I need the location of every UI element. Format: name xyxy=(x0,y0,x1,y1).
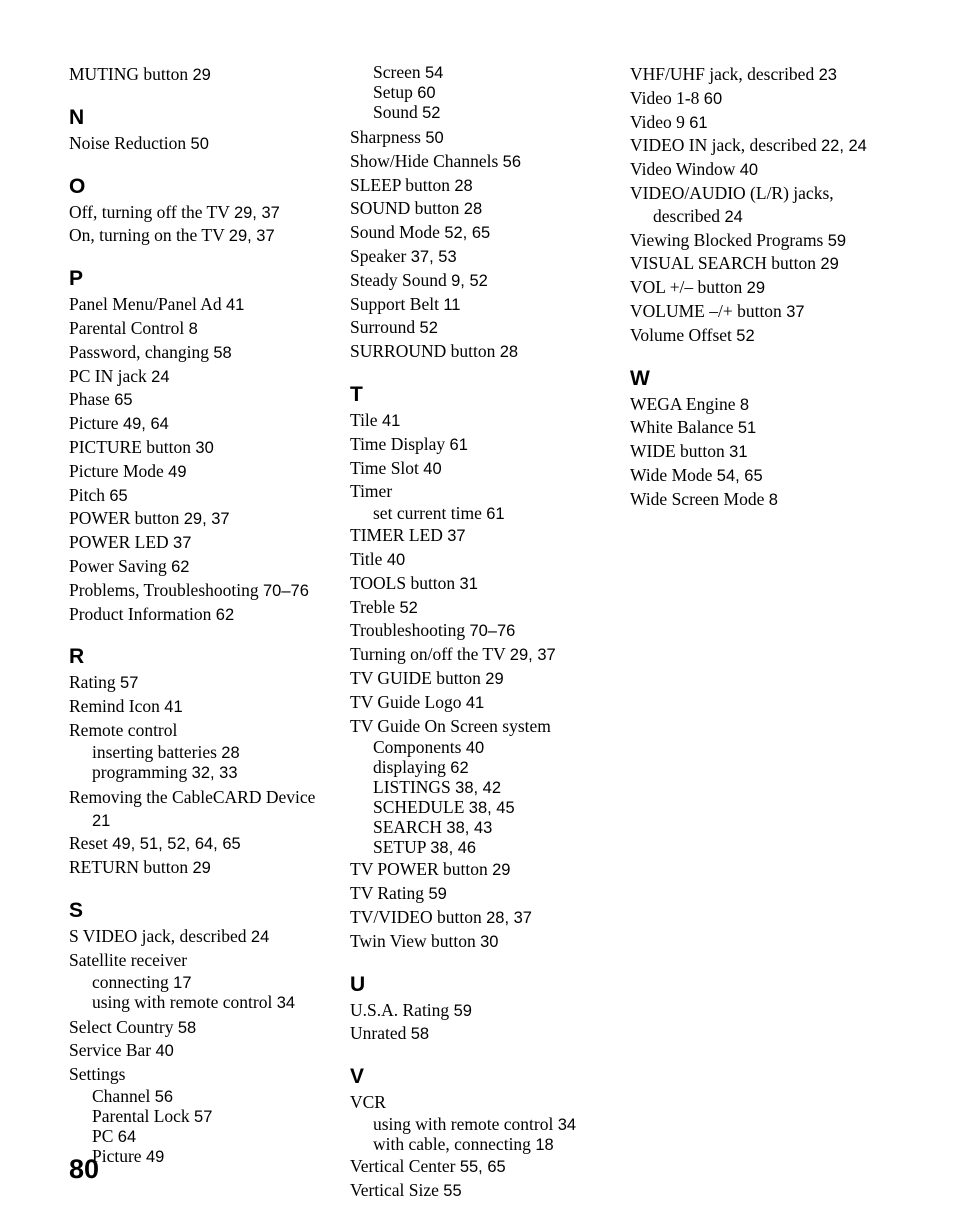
index-pages: 62 xyxy=(215,605,235,624)
index-entry xyxy=(69,460,331,484)
index-pages: 51 xyxy=(737,419,757,438)
index-pages: 28 xyxy=(499,343,519,362)
index-entry xyxy=(350,906,612,930)
index-pages: 52 xyxy=(399,598,418,617)
index-subentry xyxy=(350,1135,612,1155)
index-pages: 70–76 xyxy=(263,581,309,600)
index-term: LISTINGS xyxy=(373,777,451,798)
index-pages: 8 xyxy=(768,490,778,509)
index-entry xyxy=(630,464,930,488)
index-entry xyxy=(69,365,331,389)
index-subentry xyxy=(350,838,612,858)
index-pages: 55 xyxy=(443,1181,462,1200)
index-term: Support Belt xyxy=(350,293,439,314)
index-term: Password, changing xyxy=(69,341,209,362)
index-term: Service Bar xyxy=(69,1040,152,1061)
index-entry xyxy=(350,572,612,596)
index-term: Channel xyxy=(92,1085,151,1106)
index-pages: 56 xyxy=(502,152,521,171)
index-subentry xyxy=(350,103,612,123)
index-pages: 29, 37 xyxy=(228,227,275,246)
index-term: Unrated xyxy=(350,1023,407,1044)
index-pages: 56 xyxy=(154,1087,174,1106)
index-term: Remote control xyxy=(69,719,178,740)
index-term: using with remote control xyxy=(373,1113,554,1134)
index-term: TV Guide Logo xyxy=(350,691,462,712)
index-pages: 29, 37 xyxy=(509,646,556,665)
index-entry xyxy=(630,440,930,464)
index-term: with cable, connecting xyxy=(373,1133,531,1154)
index-pages: 28, 37 xyxy=(486,908,532,927)
index-entry xyxy=(69,484,331,508)
index-pages: 50 xyxy=(190,134,209,153)
index-entry xyxy=(350,221,612,245)
index-term: TV GUIDE button xyxy=(350,667,481,688)
index-term: Reset xyxy=(69,833,108,854)
index-term: Video 9 xyxy=(630,111,685,132)
index-term: TV Guide On Screen system xyxy=(350,715,551,736)
index-pages: 61 xyxy=(449,435,468,454)
index-entry xyxy=(630,416,930,440)
index-pages: 29 xyxy=(820,255,839,274)
index-pages: 32, 33 xyxy=(191,763,238,782)
index-pages: 59 xyxy=(827,231,847,250)
index-entry xyxy=(630,488,930,512)
index-term: Settings xyxy=(69,1064,126,1085)
index-pages: 29, 37 xyxy=(233,203,280,222)
index-term: Treble xyxy=(350,596,396,617)
index-entry xyxy=(69,719,331,742)
index-pages: 30 xyxy=(195,438,214,457)
index-entry xyxy=(350,999,612,1023)
index-term: Power Saving xyxy=(69,555,167,576)
index-pages: 29 xyxy=(746,279,766,298)
index-term: PC xyxy=(92,1125,114,1146)
index-pages: 28 xyxy=(454,176,473,195)
index-entry xyxy=(69,317,331,341)
index-pages: 29 xyxy=(192,859,211,878)
index-term: Tile xyxy=(350,409,378,430)
index-column-2 xyxy=(350,63,612,1203)
index-subentry xyxy=(350,818,612,838)
index-term: WEGA Engine xyxy=(630,393,736,414)
index-entry xyxy=(630,324,930,348)
index-entry xyxy=(69,63,331,87)
index-term: TV/VIDEO button xyxy=(350,906,482,927)
index-pages: 64 xyxy=(117,1127,137,1146)
index-term: using with remote control xyxy=(92,991,273,1012)
index-term: SCHEDULE xyxy=(373,797,465,818)
index-pages: 58 xyxy=(410,1025,430,1044)
index-subentry xyxy=(350,798,612,818)
index-pages: 38, 42 xyxy=(455,779,502,798)
index-entry xyxy=(350,596,612,620)
index-pages: 8 xyxy=(739,395,750,414)
index-term: Sound xyxy=(373,102,418,122)
index-entry xyxy=(350,619,612,643)
index-term: displaying xyxy=(373,757,446,778)
index-term: WIDE button xyxy=(630,441,725,462)
index-subentry xyxy=(69,743,331,763)
index-entry xyxy=(69,1063,331,1086)
index-term: VISUAL SEARCH button xyxy=(630,253,817,274)
index-term: Steady Sound xyxy=(350,269,447,290)
index-term: Screen xyxy=(373,62,421,82)
index-term: SURROUND button xyxy=(350,341,496,362)
index-pages: 54, 65 xyxy=(716,466,763,485)
index-pages: 52 xyxy=(419,319,438,338)
index-entry xyxy=(350,457,612,481)
index-term: POWER LED xyxy=(69,532,169,553)
index-term: On, turning on the TV xyxy=(69,225,225,246)
index-term: TIMER LED xyxy=(350,525,443,546)
index-term: Wide Screen Mode xyxy=(630,488,765,509)
index-term: Vertical Size xyxy=(350,1179,439,1200)
index-pages: 37 xyxy=(173,534,192,553)
index-term: Off, turning off the TV xyxy=(69,201,230,222)
index-term: Problems, Troubleshooting xyxy=(69,579,259,600)
index-term: Speaker xyxy=(350,245,407,266)
index-entry xyxy=(350,150,612,174)
index-pages: 29 xyxy=(192,66,211,84)
index-entry xyxy=(69,341,331,365)
index-entry xyxy=(630,300,930,324)
page-number: 80 xyxy=(69,1154,100,1184)
section-letter-t: T xyxy=(350,382,363,406)
index-entry xyxy=(630,276,930,300)
index-pages: 22, 24 xyxy=(820,137,867,156)
index-term: Phase xyxy=(69,389,110,410)
index-term: Video 1-8 xyxy=(630,87,700,108)
index-entry xyxy=(630,252,930,276)
index-entry xyxy=(350,197,612,221)
index-term: programming xyxy=(92,761,188,782)
index-pages: 34 xyxy=(276,993,296,1012)
section-letter-o: O xyxy=(69,174,86,198)
index-term: Volume Offset xyxy=(630,324,732,345)
index-entry xyxy=(350,174,612,198)
index-pages: 37 xyxy=(786,302,805,321)
index-pages: 11 xyxy=(443,295,461,314)
index-column-3 xyxy=(630,63,930,512)
index-term: TOOLS button xyxy=(350,572,456,593)
index-subentry xyxy=(69,1147,331,1167)
index-entry xyxy=(69,856,331,880)
index-pages: 60 xyxy=(417,84,436,102)
index-pages: 52 xyxy=(422,104,441,122)
index-pages: 38, 46 xyxy=(430,839,477,858)
index-term: set current time xyxy=(373,503,482,524)
index-term: RETURN button xyxy=(69,857,189,878)
index-pages: 38, 45 xyxy=(468,799,515,818)
index-term: Parental Control xyxy=(69,317,185,338)
section-letter-n: N xyxy=(69,105,85,129)
index-subentry xyxy=(350,83,612,103)
index-term: Remind Icon xyxy=(69,696,160,717)
index-pages: 52, 65 xyxy=(444,224,491,243)
index-entry xyxy=(350,715,612,738)
index-pages: 49 xyxy=(168,462,187,481)
index-term: Setup xyxy=(373,82,413,102)
index-pages: 50 xyxy=(425,129,444,147)
index-subentry xyxy=(350,504,612,524)
index-entry xyxy=(69,531,331,555)
index-pages: 28 xyxy=(463,200,483,219)
index-entry xyxy=(630,229,930,253)
index-entry xyxy=(69,132,331,156)
index-pages: 30 xyxy=(480,932,499,951)
index-subentry xyxy=(69,763,331,783)
index-pages: 40 xyxy=(386,550,406,569)
index-pages: 60 xyxy=(703,89,723,108)
index-entry xyxy=(69,786,331,833)
index-pages: 61 xyxy=(689,113,708,132)
index-term: Removing the CableCARD Device xyxy=(69,786,316,807)
index-entry xyxy=(69,412,331,436)
index-pages: 57 xyxy=(120,674,139,693)
index-pages: 41 xyxy=(465,693,485,712)
index-entry xyxy=(350,1022,612,1046)
index-entry xyxy=(350,1179,612,1203)
index-term: U.S.A. Rating xyxy=(350,999,450,1020)
index-entry xyxy=(69,507,331,531)
index-pages: 37 xyxy=(447,527,466,546)
index-term: Picture xyxy=(69,413,119,434)
index-pages: 41 xyxy=(226,296,245,315)
section-letter-r: R xyxy=(69,645,85,669)
index-entry xyxy=(69,579,331,603)
index-term: Video Window xyxy=(630,159,736,180)
index-term: SEARCH xyxy=(373,817,443,838)
index-pages: 18 xyxy=(535,1135,554,1154)
index-entry xyxy=(350,858,612,882)
index-term: Pitch xyxy=(69,484,105,505)
index-entry xyxy=(69,436,331,460)
index-term: SLEEP button xyxy=(350,174,450,195)
index-term: Select Country xyxy=(69,1016,174,1037)
index-pages: 41 xyxy=(381,411,401,430)
index-pages: 49 xyxy=(145,1147,165,1166)
index-term: PC IN jack xyxy=(69,365,147,386)
index-subentry xyxy=(350,778,612,798)
index-entry xyxy=(350,316,612,340)
index-entry xyxy=(630,111,930,135)
index-term: Wide Mode xyxy=(630,464,713,485)
index-entry xyxy=(69,1039,331,1063)
index-entry xyxy=(350,691,612,715)
index-entry xyxy=(69,1016,331,1040)
index-pages: 29 xyxy=(485,669,504,688)
index-entry xyxy=(350,882,612,906)
index-pages: 40 xyxy=(739,161,759,180)
index-pages: 29, 37 xyxy=(183,510,230,529)
index-entry xyxy=(350,548,612,572)
index-entry xyxy=(69,671,331,695)
section-letter-p: P xyxy=(69,267,84,291)
index-term: Timer xyxy=(350,481,393,502)
index-term: Noise Reduction xyxy=(69,132,187,153)
index-term: MUTING button xyxy=(69,64,189,84)
index-entry xyxy=(630,134,930,158)
index-term: Sharpness xyxy=(350,127,421,147)
index-pages: 59 xyxy=(428,885,447,904)
index-term: TV POWER button xyxy=(350,859,488,880)
index-entry xyxy=(350,1091,612,1114)
index-term: Components xyxy=(373,737,462,758)
index-pages: 49, 64 xyxy=(122,415,169,434)
index-pages: 41 xyxy=(164,698,183,717)
index-entry xyxy=(350,930,612,954)
section-letter-w: W xyxy=(630,366,650,390)
index-term: Twin View button xyxy=(350,930,476,951)
index-subentry xyxy=(69,1107,331,1127)
index-entry xyxy=(69,925,331,949)
index-subentry xyxy=(69,973,331,993)
index-term: Vertical Center xyxy=(350,1155,456,1176)
index-term: Viewing Blocked Programs xyxy=(630,229,824,250)
index-term: Rating xyxy=(69,672,116,693)
index-pages: 24 xyxy=(151,367,170,386)
index-pages: 37, 53 xyxy=(410,247,457,266)
index-pages: 40 xyxy=(155,1042,174,1061)
index-term: White Balance xyxy=(630,417,734,438)
index-term: VOL +/– button xyxy=(630,277,743,298)
index-entry xyxy=(69,695,331,719)
index-pages: 31 xyxy=(459,574,478,593)
index-entry xyxy=(350,269,612,293)
index-subentry xyxy=(69,1087,331,1107)
index-pages: 65 xyxy=(109,486,128,505)
index-pages: 23 xyxy=(818,66,837,84)
index-pages: 8 xyxy=(188,319,198,338)
index-pages: 57 xyxy=(194,1107,213,1126)
index-subentry xyxy=(69,1127,331,1147)
index-term: Picture Mode xyxy=(69,460,164,481)
index-subentry xyxy=(350,63,612,83)
index-term: Panel Menu/Panel Ad xyxy=(69,294,222,315)
index-entry xyxy=(69,949,331,972)
index-pages: 24 xyxy=(724,207,743,226)
index-entry xyxy=(350,433,612,457)
section-letter-v: V xyxy=(350,1065,365,1089)
index-term: Surround xyxy=(350,317,416,338)
index-entry xyxy=(630,158,930,182)
index-pages: 40 xyxy=(465,739,485,758)
index-term: Picture xyxy=(92,1145,142,1166)
index-pages: 24 xyxy=(250,927,270,946)
index-entry xyxy=(350,293,612,317)
index-term: connecting xyxy=(92,971,169,992)
index-subentry xyxy=(350,738,612,758)
index-entry xyxy=(350,340,612,364)
index-subentry xyxy=(69,993,331,1013)
index-term: VIDEO/AUDIO (L/R) jacks, described xyxy=(630,182,834,226)
index-pages: 61 xyxy=(486,505,505,524)
index-term: Satellite receiver xyxy=(69,949,188,970)
index-column-1 xyxy=(69,63,331,1167)
index-term: Time Slot xyxy=(350,457,419,478)
section-letter-u: U xyxy=(350,972,366,996)
index-pages: 59 xyxy=(453,1001,472,1020)
index-term: Time Display xyxy=(350,433,446,454)
index-term: inserting batteries xyxy=(92,741,217,762)
index-term: Turning on/off the TV xyxy=(350,644,506,665)
index-entry xyxy=(350,524,612,548)
index-subentry xyxy=(350,758,612,778)
index-subentry xyxy=(350,1115,612,1135)
index-term: Sound Mode xyxy=(350,222,440,243)
index-pages: 58 xyxy=(177,1018,197,1037)
index-term: S VIDEO jack, described xyxy=(69,925,247,946)
index-entry xyxy=(350,126,612,150)
index-pages: 49, 51, 52, 64, 65 xyxy=(112,835,241,854)
index-pages: 17 xyxy=(173,973,192,992)
index-term: VOLUME –/+ button xyxy=(630,300,782,321)
index-entry xyxy=(350,667,612,691)
index-entry xyxy=(350,480,612,503)
index-term: SOUND button xyxy=(350,198,460,219)
index-pages: 58 xyxy=(213,343,232,362)
index-term: SETUP xyxy=(373,837,426,858)
index-term: VHF/UHF jack, described xyxy=(630,64,815,84)
index-pages: 54 xyxy=(425,64,444,82)
index-pages: 34 xyxy=(557,1115,577,1134)
index-pages: 38, 43 xyxy=(446,819,493,838)
index-term: POWER button xyxy=(69,508,180,529)
index-entry xyxy=(630,182,893,229)
index-pages: 31 xyxy=(729,443,748,462)
index-pages: 65 xyxy=(114,391,133,410)
index-pages: 55, 65 xyxy=(459,1157,506,1176)
index-entry xyxy=(350,643,612,667)
index-entry xyxy=(350,409,612,433)
index-term: Troubleshooting xyxy=(350,620,466,641)
index-entry xyxy=(630,63,930,87)
index-term: Parental Lock xyxy=(92,1105,190,1126)
index-entry xyxy=(69,224,331,248)
index-entry xyxy=(630,87,930,111)
index-pages: 62 xyxy=(171,557,190,576)
index-entry xyxy=(69,832,331,856)
index-term: VIDEO IN jack, described xyxy=(630,135,817,156)
index-term: Product Information xyxy=(69,603,212,624)
index-term: VCR xyxy=(350,1092,386,1113)
index-term: TV Rating xyxy=(350,883,425,904)
index-entry xyxy=(69,293,331,317)
index-pages: 29 xyxy=(492,861,511,880)
index-entry xyxy=(69,201,331,225)
index-term: Show/Hide Channels xyxy=(350,150,499,171)
index-term: PICTURE button xyxy=(69,436,192,457)
index-entry xyxy=(69,603,331,627)
index-entry xyxy=(69,555,331,579)
section-letter-s: S xyxy=(69,898,84,922)
index-pages: 52 xyxy=(736,326,755,345)
index-pages: 9, 52 xyxy=(451,271,488,290)
index-pages: 40 xyxy=(423,459,442,478)
index-entry xyxy=(630,393,930,417)
index-entry xyxy=(350,1155,612,1179)
index-pages: 28 xyxy=(221,743,240,762)
index-term: Title xyxy=(350,548,383,569)
index-entry xyxy=(350,245,612,269)
index-pages: 62 xyxy=(450,759,469,778)
index-entry xyxy=(69,388,331,412)
index-pages: 70–76 xyxy=(469,622,516,641)
index-pages: 21 xyxy=(92,811,111,830)
